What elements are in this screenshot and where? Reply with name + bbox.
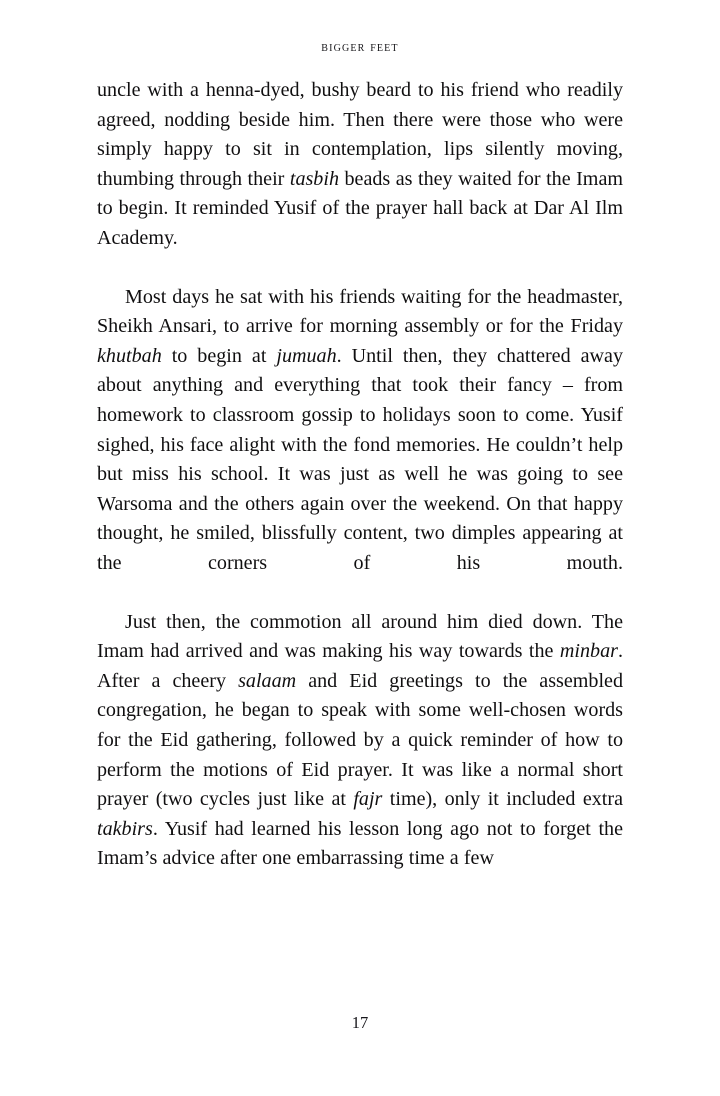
italic-term: takbirs [97, 817, 153, 840]
paragraph-1: uncle with a henna-dyed, bushy beard to his friend who readily agreed, nodding beside him. Then there were those who were simply happy to sit in contemplation, lips silently moving, thumbing through their tasbih beads as they waited for the Imam to begin. It reminded Yusif of the prayer hall back at Dar Al Ilm Academy. [97, 79, 623, 249]
running-head [0, 38, 720, 56]
italic-term: jumuah [276, 344, 337, 367]
italic-term: tasbih [289, 167, 339, 190]
running-head-title: bigger feet [321, 39, 399, 55]
page-number [0, 1013, 720, 1033]
paragraph-3: Just then, the commotion all around him died down. The Imam had arrived and was making his way towards the minbar. After a cheery salaam and Eid greetings to the assembled congregation, he began to speak with some well-chosen words for the Eid gathering, followed by a quick reminder of how to perform the motions of Eid prayer. It was like a normal short prayer (two cycles just like at fajr time), only it included extra takbirs. Yusif had learned his lesson long ago not to forget the Imam’s advice after one embarrassing time a few [97, 610, 624, 870]
italic-term: khutbah [97, 344, 162, 367]
italic-term: minbar [559, 640, 618, 663]
italic-term: fajr [353, 788, 383, 811]
italic-term: salaam [238, 669, 297, 692]
page-number-value: 17 [351, 1013, 369, 1032]
paragraph-2: Most days he sat with his friends waiting for the headmaster, Sheikh Ansari, to arrive for morning assembly or for the Friday khutbah to begin at jumuah. Until then, they chattered away about anything and everything that took their fancy – from homework to classroom gossip to holidays soon to come. Yusif sighed, his face alight with the fond memories. He couldn’t help but miss his school. It was just as well he was going to see Warsoma and the others again over the weekend. On that happy thought, he smiled, blissfully content, two dimples appearing at the corners of his mouth. [97, 285, 623, 574]
body-text-block [97, 76, 623, 874]
